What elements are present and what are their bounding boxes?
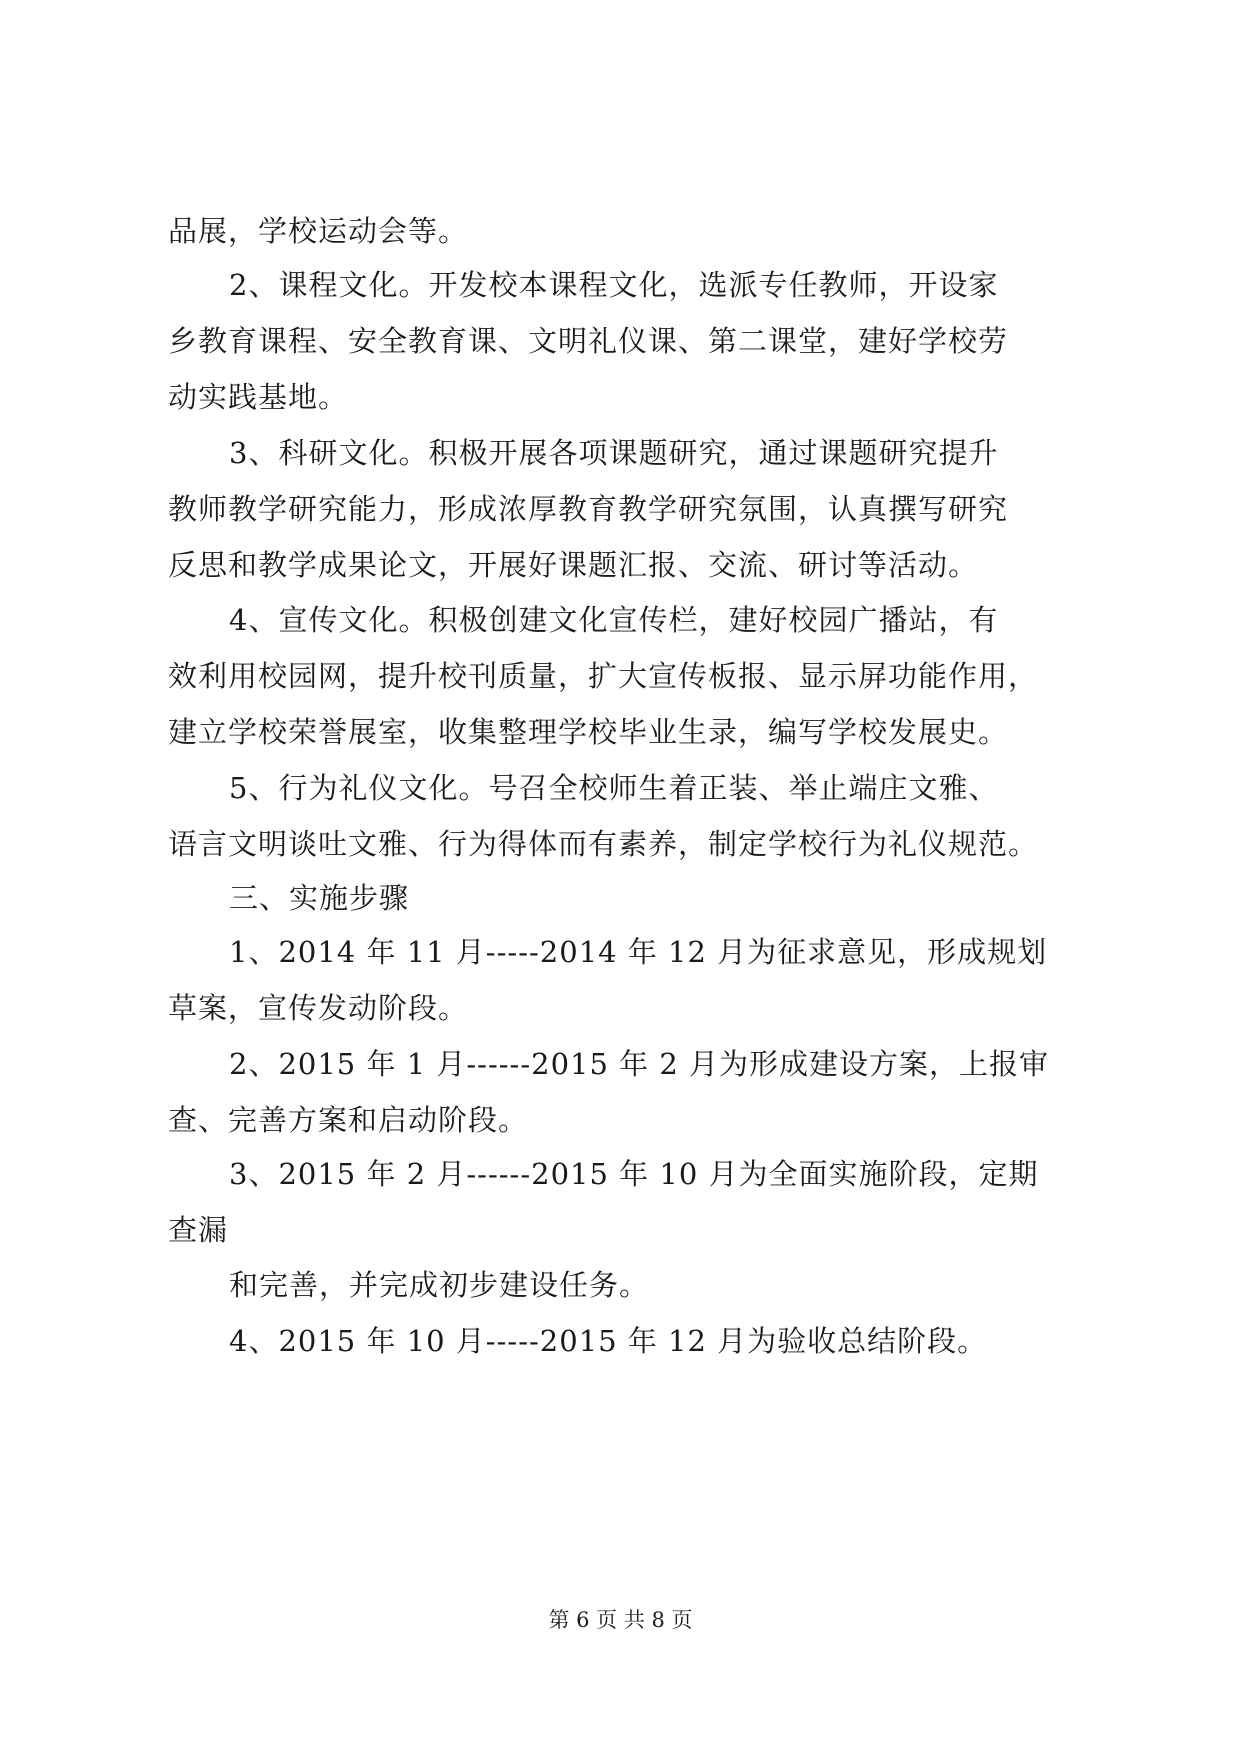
- text-line: 2、课程文化。开发校本课程文化，选派专任教师，开设家: [229, 268, 999, 302]
- text-line: 动实践基地。: [168, 380, 349, 414]
- text-line: 4、宣传文化。积极创建文化宣传栏，建好校园广播站，有: [229, 603, 999, 637]
- text-line: 查漏: [168, 1213, 229, 1247]
- text-line: 教师教学研究能力，形成浓厚教育教学研究氛围，认真撰写研究: [168, 492, 1009, 526]
- text-line: 语言文明谈吐文雅、行为得体而有素养，制定学校行为礼仪规范。: [168, 827, 1039, 861]
- text-line: 反思和教学成果论文，开展好课题汇报、交流、研讨等活动。: [168, 548, 979, 582]
- text-line: 3、科研文化。积极开展各项课题研究，通过课题研究提升: [229, 436, 999, 470]
- text-line: 乡教育课程、安全教育课、文明礼仪课、第二课堂，建好学校劳: [168, 324, 1009, 358]
- text-line: 品展，学校运动会等。: [168, 214, 469, 248]
- text-line: 草案，宣传发动阶段。: [168, 991, 469, 1025]
- section-heading: 三、实施步骤: [229, 881, 410, 915]
- text-line: 1、2014 年 11 月-----2014 年 12 月为征求意见，形成规划: [229, 935, 1048, 969]
- text-line: 2、2015 年 1 月------2015 年 2 月为形成建设方案，上报审: [229, 1047, 1050, 1081]
- text-line: 5、行为礼仪文化。号召全校师生着正装、举止端庄文雅、: [229, 771, 999, 805]
- text-line: 4、2015 年 10 月-----2015 年 12 月为验收总结阶段。: [229, 1324, 988, 1358]
- text-line: 效利用校园网，提升校刊质量，扩大宣传板报、显示屏功能作用，: [168, 659, 1039, 693]
- text-line: 查、完善方案和启动阶段。: [168, 1103, 529, 1137]
- text-line: 和完善，并完成初步建设任务。: [229, 1268, 650, 1302]
- text-line: 建立学校荣誉展室，收集整理学校毕业生录，编写学校发展史。: [168, 715, 1009, 749]
- page-number-footer: 第 6 页 共 8 页: [548, 1608, 693, 1632]
- text-line: 3、2015 年 2 月------2015 年 10 月为全面实施阶段，定期: [229, 1157, 1039, 1191]
